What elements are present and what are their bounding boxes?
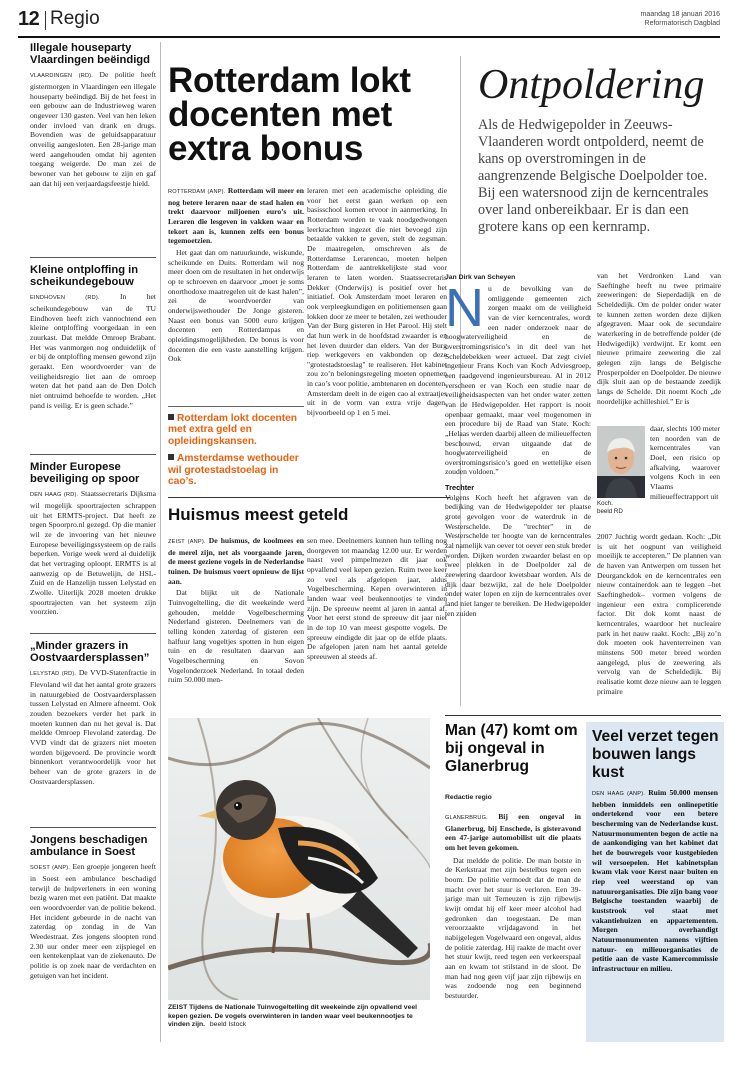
brief-body (30, 668, 156, 786)
ontpoldering-intro: Als de Hedwigepolder in Zeeuws-Vlaanderen wordt ontpolderd, neemt de kans op overstromingen in de aangrenzende Belgische Doelpolder toe. Bij een watersnood zijn de kerncentrales over land onbereikbaar. Er is dan een grotere kans op een kernramp. (478, 117, 709, 235)
huismus-headline: Huismus meest geteld (168, 505, 349, 524)
brief (30, 42, 156, 255)
rotterdam-col2: leraren met een academische opleiding die voor het eerst gaan werken op een basisschool komen ervoor in aanmerking. In Rotterdam worden te vaak noodgedwongen leerkrachten ingezet die niet bevoegd zijn betaalde vakken te geven, stelt de zegsman. De maatregelen, omschreven als de Rotterdamse Lerarencao, moeten helpen Rotterdam de aantrekkelijkste stad voor leraren te laten worden. Staatssecretaris Dekker (Onderwijs) is positief over het initiatief. Ook Amsterdam moet leraren en ook verpleegkundigen en politiemensen gaan lokken door ze meer te betalen, zei wethouder Van der Burg gisteren in Het Parool. Hij stelt dat hun werk in de hoofdstad zwaarder is en het leven duurder dan elders. Van der Burg riep werkgevers en vakbonden op deze "grotestadstoeslag" te realiseren. Het kabinet zou zo’n beloningsregeling moeten opnemen in cao’s voor politie, ambtenaren en docenten. Amsterdam deelt in de eigen cao al extraatjes uit in de vorm van extra vrije dagen, bijvoorbeeld op 1 en 5 mei. (307, 186, 447, 418)
quote-2 (168, 453, 304, 487)
brief-text: De politie heeft gistermorgen in Vlaardingen een illegale houseparty beëindigd. Bij de het feest in een gebouw aan de Industrieweg waren ongeveer 130 gasten. Veel van hen leken onder invloed van drank en drugs. Bovendien was de geluidsapparatuur onveilig aangesloten. Een 28-jarige man werd aangehouden omdat hij agenten toegang weigerde. De man zei de bewoner van het gebouw te zijn en gaf aan dat hij een verjaardagsfeestje hield. (30, 70, 156, 188)
quote-1-text: Rotterdam lokt docenten met extra geld en opleidingskansen. (168, 413, 297, 447)
brief-text: Staatssecretaris Dijksma wil mogelijk spoortrajecten schrappen uit het ERMTS-project. Dat heeft ze tegen Spoorpro.nl gezegd. Op die manier wil ze de invoering van het nieuwe Europese beveiligingssysteem op de rails beperken. Vorige week werd al duidelijk dat het vertraging oploopt. ERMTS is al aanwezig op de Betuwelijn, de HSL-Zuid en de Hanzelijn tussen Lelystad en Zwolle. Uiterlijk 2028 moeten drukke spoortrajecten van het systeem zijn voorzien. (30, 489, 156, 617)
portrait-credit: beeld RD (597, 507, 623, 515)
glanerbrug-byline: Redactie regio (445, 794, 492, 801)
huismus-col1 (168, 536, 304, 706)
glanerbrug-body (445, 812, 581, 1058)
photo-caption-text: ZEIST Tijdens de Nationale Tuinvogeltelling dit weekeinde zijn opvallend veel kepen gezien. De vogels overwinteren in landen waar veel beukennootjes te vinden zijn. (168, 1004, 418, 1029)
verzet-dateline: DEN HAAG (ANP). (592, 791, 646, 797)
page-number: 12 (18, 8, 40, 30)
quote-1 (168, 413, 304, 447)
brief (30, 461, 156, 631)
rotterdam-headline: Rotterdam lokt docenten met extra bonus (168, 61, 411, 168)
portrait-caption-text: Koch. (597, 500, 613, 507)
header-newspaper: Reformatorisch Dagblad (644, 20, 720, 27)
brief-title: Kleine ontploffing in scheikundegebouw (30, 264, 139, 289)
verzet-headline: Veel verzet tegen bouwen langs kust (592, 728, 719, 781)
quote-2-text: Amsterdamse wethouder wil grotestadstoelag in cao’s. (168, 453, 299, 488)
brief-title: Illegale houseparty Vlaardingen beëindigd (30, 42, 150, 67)
ontpoldering-subhead: Trechter (445, 483, 475, 493)
brief-body (30, 292, 156, 410)
brief-title: „Minder grazers in Oostvaardersplassen” (30, 640, 150, 665)
glanerbrug-headline: Man (47) komt om bij ongeval in Glanerbrug (445, 722, 578, 775)
verzet-body (592, 788, 718, 1038)
dropcap-letter: N (445, 284, 484, 338)
ontpoldering-byline: Jan Dirk van Scheyen (445, 274, 516, 281)
brief-text: In het scheikundegebouw van de TU Eindhoven heeft zich vannochtend een kleine ontploffing voorgedaan in een zuurkast. Dat meldde Omroep Brabant. Het was vanmorgen nog onduidelijk of er bij de ontploffing mensen gewond zijn geraakt. Een woordvoerder van de veiligheidsregio liet aan de omroep weten dat het pand aan de Den Dolch niet ontruimd behoefde te worden. „Het pand is veilig. Er is geen schade.” (30, 292, 156, 410)
brief-divider (30, 454, 156, 455)
huismus-dateline: ZEIST (ANP). (168, 539, 206, 545)
brambling-bird-image (168, 718, 430, 1000)
brief-divider (30, 827, 156, 828)
portrait-caption (597, 500, 647, 516)
bullet-square-icon (168, 454, 174, 460)
brief (30, 834, 156, 1044)
brief-dateline: SOEST (ANP). (30, 865, 71, 872)
header-date: maandag 18 januari 2016 (640, 11, 720, 18)
ontpoldering-col2-rest: 2007 Juchtig wordt gedaan. Koch: „Dit is uit het oogpunt van veiligheid moeilijk te accepteren.” De plannen van de haven van Antwerpen om tussen het Deurganckdok en de kerncentrales een nieuw containerdok aan te leggen –het Saeftinghedok– vormen volgens de ingenieur een extra complicerende factor. Dit dok komt naast de kerncentrales, waardoor het nucleaire park in het nauw raakt. Koch: „Bij zo’n dok moeten ook haventerreinen van minstens 500 meter breed worden aangelegd, plus de zeewering als vervolg van de Scheldedijk. Bij realisatie komt deze nieuw aan te leggen primaire (597, 532, 721, 696)
briefs-column (30, 42, 156, 1044)
portrait-photo (597, 426, 645, 498)
section-title: Regio (50, 8, 100, 29)
bullet-square-icon (168, 414, 174, 420)
brief (30, 264, 156, 452)
glanerbrug-dateline: GLANERBRUG. (445, 815, 488, 821)
brief (30, 640, 156, 825)
brief-text: Een groepje jongeren heeft in Soest een ambulance beschadigd terwijl de hulpverleners in een woning bezig waren met een patiënt. Dat maakte een woordvoerder van de politie bekend. Het incident gebeurde in de nacht van zaterdag op zondag in de Van Weedestraat. Zes jongens sloopten rond 2.30 uur onder meer een zijspiegel en een kentekenplaat van de ziekenauto. De politie is op zoek naar de verdachten en getuigen van het incident. (30, 862, 156, 980)
rotterdam-body-1: Het gaat dan om natuurkunde, wiskunde, scheikunde en Duits. Rotterdam wil nog meer doen om de resultaten in het onderwijs op te schroeven en daarvoor „moet je soms onorthodoxe maatregelen uit de kast halen”, zei de woordvoerder van onderwijswethouder De Jonge gisteren. Naast een bonus van 5000 euro krijgen docenten een Rotterdampas en opleidingsmogelijkheden. De bonus is voor docenten die een vaste aanstelling krijgen. Ook (168, 247, 304, 364)
header-meta (560, 10, 720, 28)
brief-dateline: EINDHOVEN (RD). (30, 295, 100, 302)
quote-rule (168, 406, 304, 407)
header-divider (45, 11, 46, 30)
brief-title: Minder Europese beveiliging op spoor (30, 461, 140, 486)
bird-photo (168, 718, 430, 1000)
header-rule (18, 36, 720, 38)
rotterdam-lead: Rotterdam wil meer en nog betere leraren naar de stad halen en trekt daarvoor miljoenen euro’s uit. Leraren die lesgeven in vakken waar en tekort aan is, kunnen zelfs een bonus tegemoetzien. (168, 186, 304, 246)
ontpoldering-body-2: Volgens Koch heeft het afgraven van de bedijking van de Hedwigepolder ter plaatse grote gevolgen voor de waterdruk in de Westerschelde. De "trechter" in de Westerschelde ter hoogte van de kerncentrales zal namelijk van oever tot oever een stuk breder worden. Dijken worden zwaarder belast en op twee plekken in de Doelpolder zal de zeewering daardoor kwetsbaar worden. Als de dijk daar bezwijkt, zal de hele Doelpolder onder water lopen en zijn de kerncentrales over land niet langer te bereiken. De Hedwigepolder ten zuiden (445, 492, 591, 618)
brief-divider (30, 633, 156, 634)
huismus-col2: sen mee. Deelnemers kunnen hun telling nog doorgeven tot maandag 12.00 uur. Er werden naast veel pimpelmezen dit jaar ook opvallend veel kepen gezien. Ruim twee keer zo veel als afgelopen jaar, aldus Vogelbescherming. Kepen overwinteren in landen waar veel beukennootjes te vinden zijn. De spreeuw neemt al jaren in aantal af. Voor het eerst stond de spreeuw dit jaar niet in de top 10 van meest gespotte vogels. De spreeuw eindigde dit jaar op de elfde plaats. De afgelopen jaren nam het aantal getelde spreeuwen al steeds af. (307, 536, 447, 661)
brief-title: Jongens beschadigen ambulance in Soest (30, 834, 148, 859)
brief-dateline: LELYSTAD (RD). (30, 671, 77, 678)
brief-text: De VVD-Statenfractie in Flevoland wil dat het aantal grote grazers in natuurgebied de Oostvaardersplassen tussen Lelystad en Almere afneemt. Ook zouden bezoekers verder het park in moeten kunnen dan nu het geval is. Dat meldde Omroep Flevoland zaterdag. De VVD vindt dat de grazers niet moeten worden bijgevoerd. De provincie wordt binnenkort verantwoordelijk voor het beheer van de grote grazers in de Oostvaardersplassen. (30, 668, 156, 786)
ontpoldering-col2-beside: daar, slechts 100 meter ten noorden van de kerncentrales van Doel, een risico op afkalving, waarover volgens Koch in een Vlaams milieueffectrapport uit (650, 424, 720, 501)
photo-credit: beeld Istock (209, 1021, 247, 1029)
brief-dateline: DEN HAAG (RD). (30, 492, 79, 499)
ontpoldering-col1 (445, 284, 591, 698)
glanerbrug-lead: Bij een ongeval in Glanerbrug, bij Enschede, is gisteravond een 47-jarige automobilist uit die plaats om het leven gekomen. (445, 812, 581, 852)
brief-divider (30, 257, 156, 258)
section-rule (168, 497, 450, 498)
brief-body (30, 70, 156, 188)
section-rule (445, 715, 721, 716)
verzet-text: Ruim 50.000 mensen hebben inmiddels een onlinepetitie ondertekend voor een betere bescherming van de Nederlandse kust. Natuurmonumenten begon de actie na de aankondiging van het kabinet dat het de bouwregels voor kustgebieden wil versoepelen. Het kabinetsplan kwam vlak voor Kerst naar buiten en riep veel weerstand op van natuurorganisaties. Die zijn bang voor Belgische toestanden waarbij de kuststrook vol staat met vakantiehuizen en appartementen. Morgen overhandigt Natuurmonumenten namens vijftien natuur- en milieuorganisaties de petitie aan de vaste Kamercommissie infrastructuur en milieu. (592, 788, 718, 973)
portrait-image (597, 426, 645, 498)
brief-body (30, 862, 156, 980)
brief-body (30, 489, 156, 617)
brief-dateline: VLAARDINGEN (RD). (30, 73, 94, 80)
rotterdam-dateline: ROTTERDAM (ANP). (168, 189, 226, 195)
photo-caption (168, 1004, 434, 1030)
ontpoldering-headline: Ontpoldering (478, 62, 705, 108)
ontpoldering-body-1: u de bevolking van de omliggende gemeenten zich zorgen maakt om de veiligheid van de vier kerncentrales, wordt een nader onderzoek naar de hoogwaterveiligheid en de overstromingsrisico’s in dit deel van het Scheldebekken weer actueel. Dat zegt civiel ingenieur Frans Koch van Koch Adviesgroep, een raadgevend ingenieursbureau. Al in 2012 verscheen er van Koch een studie naar de veiligheidsaspecten van het onder water zetten van de Hedwigepolder. Het rapport is nooit openbaar gemaakt, maar veel mogenomen in een procedure bij de Raad van State. Koch: „Helaas werden daarbij alleen de milieueffecten beschouwd, ervan uitgaande dat de hoogwaterveiligheid en de overstromingsrisico’s goed en wettelijke eisen zouden voldoen.” (445, 284, 591, 477)
rotterdam-quotes (168, 406, 304, 487)
huismus-body-1: Dat blijkt uit de Nationale Tuinvogeltelling, die dit weekeinde werd gehouden, meldde Vogelbescherming Nederland gisteren. Deelnemers van de telling konden zaterdag of gisteren een halfuur lang vogeltjes spotten in hun eigen tuin en de resultaten daarvan aan Vogelbescherming en Sovon Vogelonderzoek Nederland. In totaal deden ruim 50.000 men- (168, 588, 304, 685)
column-divider (160, 42, 161, 1042)
glanerbrug-text: Dat meldde de politie. De man botste in de Kerkstraat met zijn bestelbus tegen een boom. De politie vermoedt dat de man de macht over het stuur is verloren. Een 39-jarige man uit Terneuzen is zijn rijbewijs kwijt omdat hij elf keer meer alcohol had gedronken dan toegestaan. De man veroorzaakte vrijdagavond in het nabijgelegen Vogelwaard een ongeval, aldus de politie zaterdag. Hij raakte de macht over het stuur kwijt, reed tegen een verkeerspaal aan en kwam tot stilstand in de sloot. De man had nog geen vijf jaar zijn rijbewijs en was zodoende nog een beginnend bestuurder. (445, 855, 581, 1000)
huismus-lead: De huismus, de koolmees en de merel zijn, net als voorgaande jaren, de meest geziene vogels in de Nederlandse tuinen. De huismus voert opnieuw de lijst aan. (168, 536, 304, 586)
ontpoldering-col2-top: van het Verdronken Land van Saeftinghe heeft nu twee primaire zeeweringen: de Sieperdadijk en de Scheldedijk. Om de polder onder water te kunnen zetten worden deze dijken afgegraven. Maar ook de secundaire waterkering in de betreffende polder (de Hedwigedijk) verdwijnt. Er komt een nieuwe primaire zeewering die zal gelegen zijn langs de Belgische Prosperpolder en Doelpolder. De nieuwe dijk sluit aan op de bestaande zeedijk langs de Schelde. Dit noemt Koch „de noordelijke achilleshiel.” Er is (597, 271, 721, 406)
